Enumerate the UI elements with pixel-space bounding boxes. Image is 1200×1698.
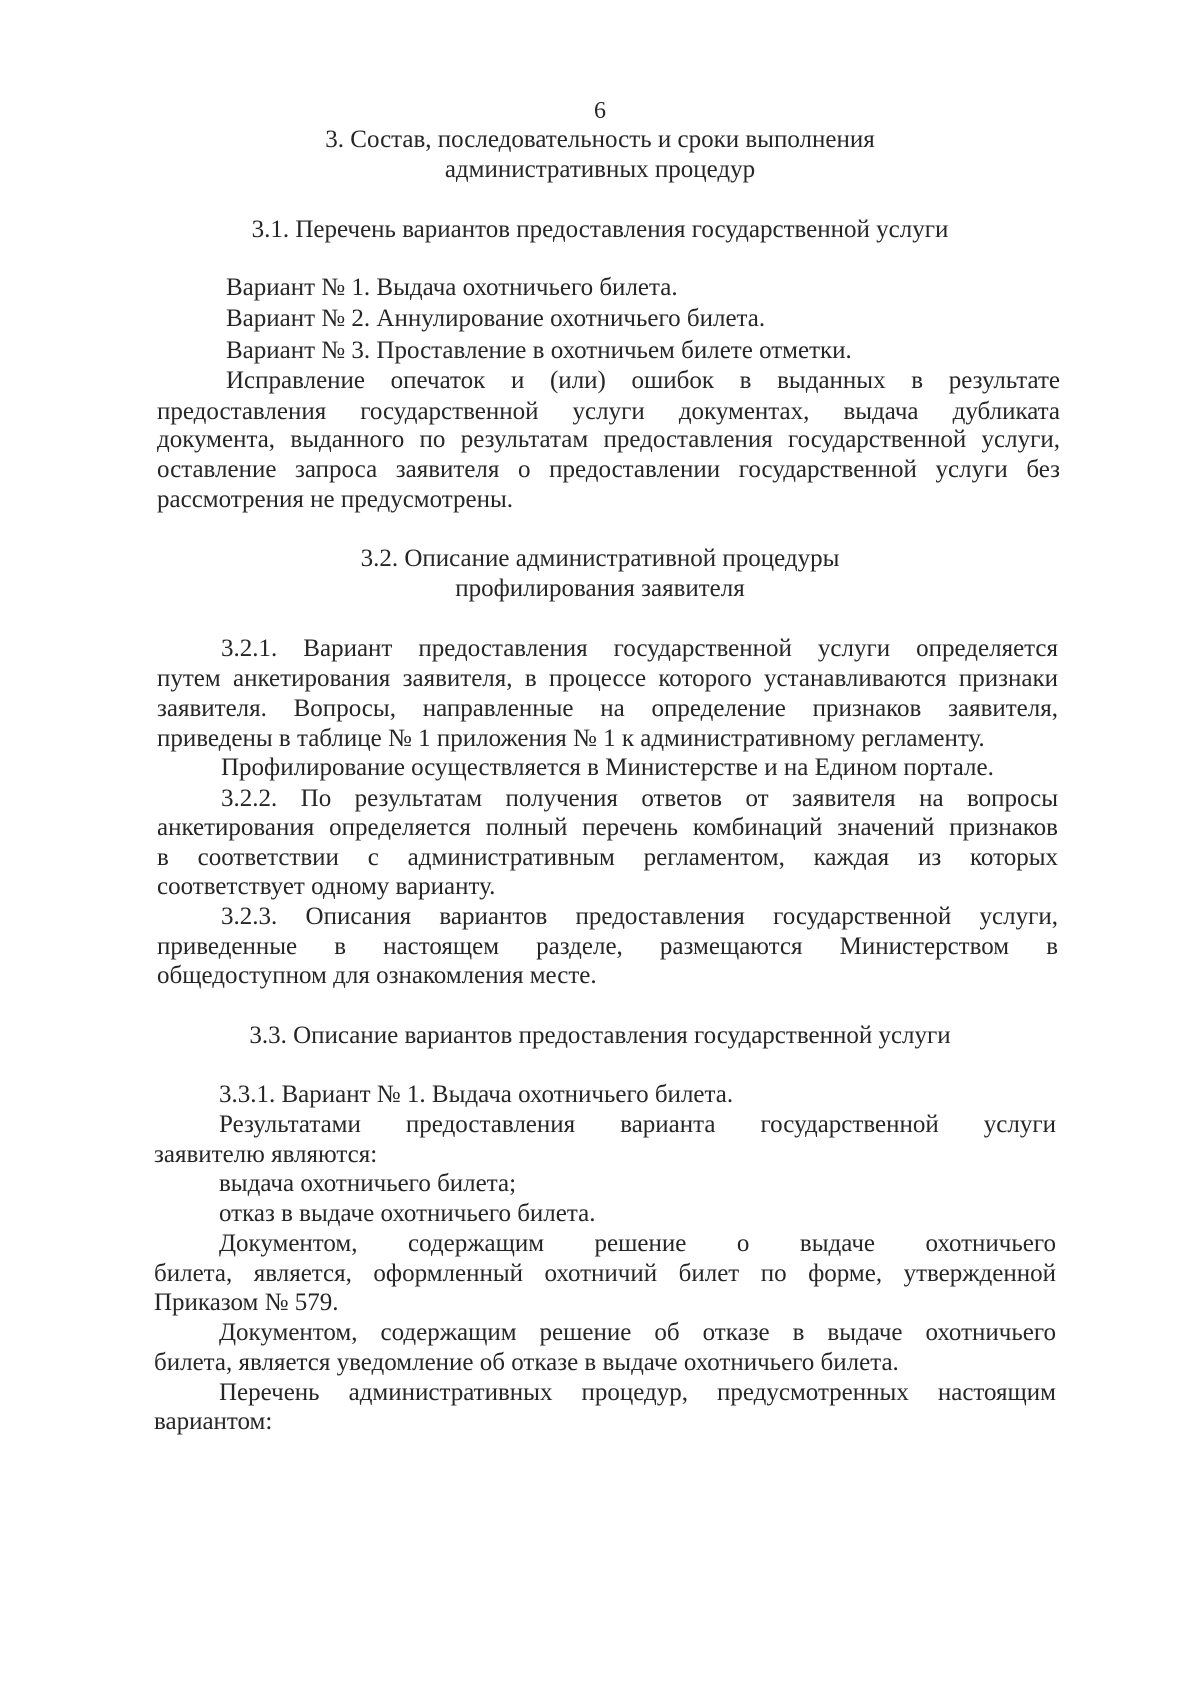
paragraph-line: Исправление опечаток и (или) ошибок в выданных в результате: [226, 367, 1060, 394]
paragraph-line: 3.2.3. Описания вариантов предоставления государственной услуги,: [221, 903, 1058, 930]
section-3-title-line-1: 3. Состав, последовательность и сроки выполнения: [325, 126, 875, 153]
paragraph-line: приведены в таблице № 1 приложения № 1 к административному регламенту.: [157, 725, 985, 752]
paragraph-line: предоставления государственной услуги документах, выдача дубликата: [157, 398, 1060, 425]
paragraph-line: оставление запроса заявителя о предоставлении государственной услуги без: [157, 456, 1060, 483]
paragraph-line: общедоступном для ознакомления месте.: [157, 962, 597, 989]
paragraph-line: 3.2.1. Вариант предоставления государственной услуги определяется: [221, 635, 1058, 662]
paragraph-line: анкетирования определяется полный перечень комбинаций значений признаков: [157, 814, 1058, 841]
section-3-2-title-line-1: 3.2. Описание административной процедуры: [360, 545, 840, 572]
paragraph-line: соответствует одному варианту.: [157, 873, 496, 900]
paragraph-line: Документом, содержащим решение о выдаче охотничьего: [219, 1230, 1056, 1257]
section-3-3-title: 3.3. Описание вариантов предоставления государственной услуги: [249, 1022, 951, 1049]
result-item: выдача охотничьего билета;: [219, 1170, 517, 1197]
page-number: 6: [594, 98, 606, 124]
paragraph-line: документа, выданного по результатам предоставления государственной услуги,: [157, 426, 1060, 453]
paragraph-line: Перечень административных процедур, предусмотренных настоящим: [219, 1379, 1056, 1406]
paragraph-line: заявителю являются:: [154, 1141, 378, 1168]
paragraph-line: Профилирование осуществляется в Министерстве и на Едином портале.: [221, 754, 994, 781]
paragraph-line: билета, является, оформленный охотничий билет по форме, утвержденной: [154, 1260, 1056, 1287]
paragraph-line: рассмотрения не предусмотрены.: [157, 486, 514, 513]
section-3-title-line-2: административных процедур: [444, 156, 756, 183]
paragraph-line: 3.2.2. По результатам получения ответов от заявителя на вопросы: [221, 785, 1058, 812]
paragraph-line: путем анкетирования заявителя, в процессе которого устанавливаются признаки: [157, 665, 1058, 692]
section-3-2-title-line-2: профилирования заявителя: [455, 575, 745, 602]
paragraph-line: Приказом № 579.: [154, 1289, 339, 1316]
paragraph-line: заявителя. Вопросы, направленные на определение признаков заявителя,: [157, 695, 1058, 722]
variant-1: Вариант № 1. Выдача охотничьего билета.: [226, 274, 678, 301]
paragraph-line: Результатами предоставления варианта государственной услуги: [219, 1111, 1056, 1138]
paragraph-line: вариантом:: [154, 1408, 273, 1435]
variant-2: Вариант № 2. Аннулирование охотничьего билета.: [226, 305, 766, 332]
paragraph-line: приведенные в настоящем разделе, размещаются Министерством в: [157, 933, 1058, 960]
paragraph-line: в соответствии с административным регламентом, каждая из которых: [157, 844, 1058, 871]
subsection-3-3-1-title: 3.3.1. Вариант № 1. Выдача охотничьего билета.: [219, 1081, 734, 1108]
section-3-1-title: 3.1. Перечень вариантов предоставления государственной услуги: [251, 216, 949, 243]
paragraph-line: Документом, содержащим решение об отказе в выдаче охотничьего: [219, 1319, 1056, 1346]
variant-3: Вариант № 3. Проставление в охотничьем билете отметки.: [226, 337, 852, 364]
result-item: отказ в выдаче охотничьего билета.: [219, 1200, 596, 1227]
paragraph-line: билета, является уведомление об отказе в выдаче охотничьего билета.: [154, 1349, 899, 1376]
